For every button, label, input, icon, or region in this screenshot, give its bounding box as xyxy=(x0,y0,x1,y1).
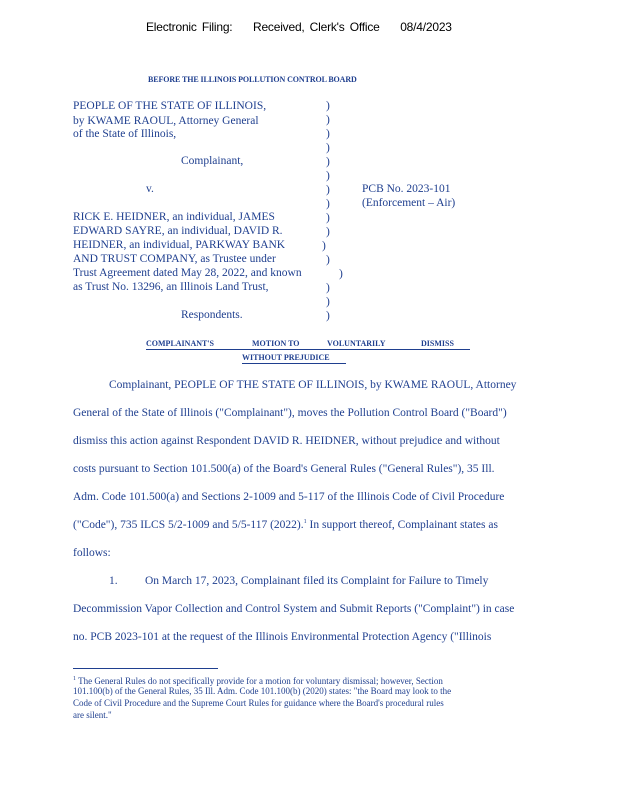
caption-paren: ) xyxy=(339,268,343,280)
caption-paren: ) xyxy=(326,310,330,322)
respondent-line-4: AND TRUST COMPANY, as Trustee under xyxy=(73,253,276,265)
body-line-6-text: ("Code"), 735 ILCS 5/2-1009 and 5/5-117 (2022). xyxy=(73,519,304,531)
respondent-line-6: as Trust No. 13296, an Illinois Land Trust, xyxy=(73,281,269,293)
respondents-label: Respondents. xyxy=(181,309,243,321)
filing-header xyxy=(146,20,452,34)
footnote-line-2: 101.100(b) of the General Rules, 35 Ill. Adm. Code 101.100(b) (2020) states: "the Board may look to the xyxy=(73,686,452,696)
caption-paren: ) xyxy=(326,198,330,210)
item-line-3: no. PCB 2023-101 at the request of the Illinois Environmental Protection Agency ("Illinois xyxy=(73,631,492,643)
caption-paren: ) xyxy=(326,142,330,154)
caption-paren: ) xyxy=(326,100,330,112)
footnote-line-1 xyxy=(73,674,443,686)
filing-date: 08/4/2023 xyxy=(400,20,452,34)
caption-paren: ) xyxy=(326,226,330,238)
respondent-line-3: HEIDNER, an individual, PARKWAY BANK xyxy=(73,239,286,251)
versus-label: v. xyxy=(146,183,154,195)
caption-paren: ) xyxy=(326,254,330,266)
filing-label: Electronic Filing: xyxy=(146,20,233,34)
footnote-line-1-text: The General Rules do not specifically provide for a motion for voluntary dismissal; however, Section xyxy=(78,676,443,686)
caption-paren: ) xyxy=(326,170,330,182)
caption-paren: ) xyxy=(326,184,330,196)
complainant-label: Complainant, xyxy=(181,155,244,167)
body-line-1: Complainant, PEOPLE OF THE STATE OF ILLINOIS, by KWAME RAOUL, Attorney xyxy=(109,379,517,391)
respondent-line-1: RICK E. HEIDNER, an individual, JAMES xyxy=(73,211,275,223)
footnote-line-4: are silent." xyxy=(73,710,112,720)
caption-paren: ) xyxy=(326,114,330,126)
body-line-2: General of the State of Illinois ("Complainant"), moves the Pollution Control Board ("Board") xyxy=(73,407,507,419)
plaintiff-line-2: by KWAME RAOUL, Attorney General xyxy=(73,115,259,127)
motion-title-line-2: WITHOUT PREJUDICE xyxy=(242,353,346,364)
respondent-line-2: EDWARD SAYRE, an individual, DAVID R. xyxy=(73,225,283,237)
footnote-mark: 1 xyxy=(73,676,76,682)
caption-paren: ) xyxy=(326,212,330,224)
item-line-1: On March 17, 2023, Complainant filed its Complaint for Failure to Timely xyxy=(145,575,489,587)
caption-paren: ) xyxy=(322,240,326,252)
plaintiff-line-3: of the State of Illinois, xyxy=(73,128,177,140)
body-line-6 xyxy=(73,519,498,531)
body-line-5: Adm. Code 101.500(a) and Sections 2-1009 and 5-117 of the Illinois Code of Civil Procedure xyxy=(73,491,505,503)
respondent-line-5: Trust Agreement dated May 28, 2022, and known xyxy=(73,267,302,279)
motion-title-word-4: DISMISS xyxy=(421,339,470,350)
footnote-reference[interactable]: 1 xyxy=(303,519,307,526)
body-line-6-cont: In support thereof, Complainant states as xyxy=(309,519,498,531)
motion-title-word-3: VOLUNTARILY xyxy=(327,339,421,350)
body-line-3: dismiss this action against Respondent DAVID R. HEIDNER, without prejudice and without xyxy=(73,435,500,447)
received-label: Received, Clerk's Office xyxy=(252,20,380,34)
caption-paren: ) xyxy=(326,296,330,308)
body-line-4: costs pursuant to Section 101.500(a) of the Board's General Rules ("General Rules"), 35 Ill. xyxy=(73,463,495,475)
motion-title-word-2: MOTION TO xyxy=(252,339,327,350)
body-line-7: follows: xyxy=(73,547,111,559)
case-type: (Enforcement – Air) xyxy=(362,197,456,209)
item-number: 1. xyxy=(109,575,118,587)
caption-paren: ) xyxy=(326,156,330,168)
item-line-2: Decommission Vapor Collection and Control System and Submit Reports ("Complaint") in case xyxy=(73,603,515,615)
board-title: BEFORE THE ILLINOIS POLLUTION CONTROL BOARD xyxy=(148,75,357,84)
caption-paren: ) xyxy=(326,128,330,140)
case-number: PCB No. 2023-101 xyxy=(362,183,451,195)
motion-title-word-1: COMPLAINANT'S xyxy=(146,339,252,350)
caption-paren: ) xyxy=(326,282,330,294)
footnote-line-3: Code of Civil Procedure and the Supreme Court Rules for guidance where the Board's procedural rules xyxy=(73,698,444,708)
footnote-separator xyxy=(73,668,218,669)
plaintiff-line-1: PEOPLE OF THE STATE OF ILLINOIS, xyxy=(73,100,267,112)
